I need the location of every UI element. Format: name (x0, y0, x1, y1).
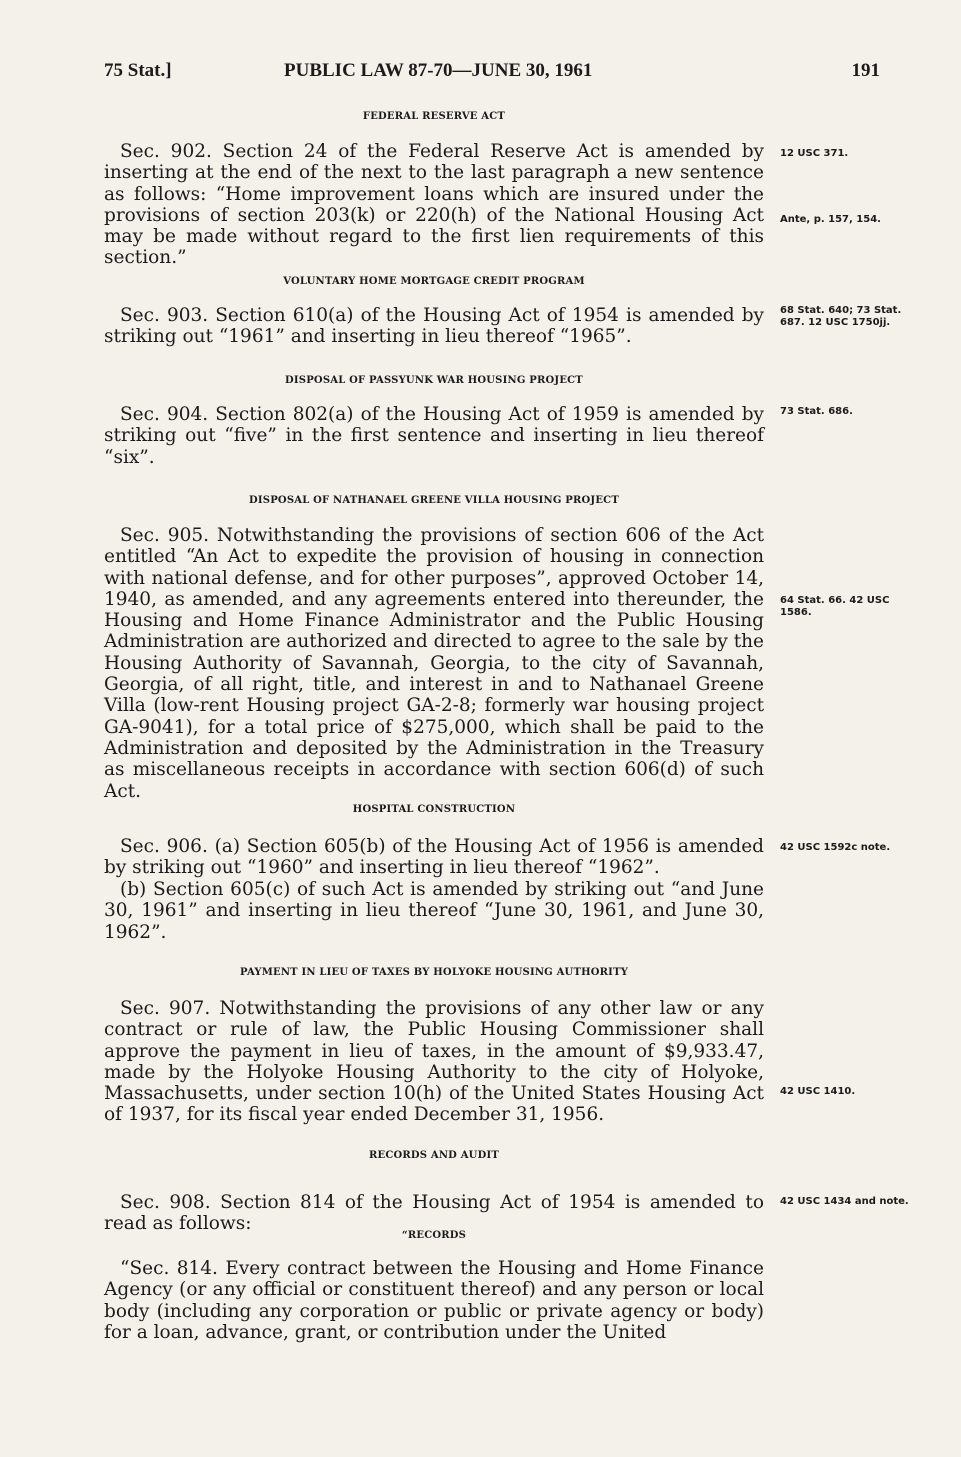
margin-note-904: 73 Stat. 686. (780, 406, 853, 417)
law-title: PUBLIC LAW 87-70—JUNE 30, 1961 (284, 60, 593, 81)
section-903: Sec. 903. Section 610(a) of the Housing Act of 1954 is amended by striking out “1961” and inserting in lieu thereof “1965”. (104, 305, 764, 348)
margin-note-902b: Ante, p. 157, 154. (780, 214, 881, 225)
margin-note-903: 68 Stat. 640; 73 Stat. 687. 12 USC 1750jj. (780, 305, 902, 328)
margin-note-902a: 12 USC 371. (780, 148, 849, 159)
section-902: Sec. 902. Section 24 of the Federal Reserve Act is amended by inserting at the end of the next to the last paragraph a new sentence as follows: “Home improvement loans which are insured under the provisions of section 203(k) or 220(h) of the National Housing Act may be made without regard to the first lien requirements of this section.” (104, 141, 764, 269)
section-907: Sec. 907. Notwithstanding the provisions of any other law or any contract or rule of law, the Public Housing Commissioner shall approve the payment in lieu of taxes, in the amount of $9,933.47, made by the Holyoke Housing Authority to the city of Holyoke, Massachusetts, under section 10(h) of the United States Housing Act of 1937, for its fiscal year ended December 31, 1956. (104, 998, 764, 1126)
heading-nathanael-greene: DISPOSAL OF NATHANAEL GREENE VILLA HOUSING PROJECT (249, 495, 619, 506)
section-814: “Sec. 814. Every contract between the Housing and Home Finance Agency (or any official or constituent thereof) and any person or local body (including any corporation or public or private agency or body) for a loan, advance, grant, or contribution under the United (104, 1258, 764, 1343)
heading-hospital-construction: HOSPITAL CONSTRUCTION (352, 804, 516, 815)
margin-note-905: 64 Stat. 66. 42 USC 1586. (780, 595, 890, 618)
section-905: Sec. 905. Notwithstanding the provisions of section 606 of the Act entitled “An Act to expedite the provision of housing in connection with national defense, and for other purposes”, approved October 14, 1940, as amended, and any agreements entered into thereunder, the Housing and Home Finance Administrator and the Public Housing Administration are authorized and directed to agree to the sale by the Housing Authority of Savannah, Georgia, to the city of Savannah, Georgia, of all right, title, and interest in and to Nathanael Greene Villa (low-rent Housing project GA-2-8; formerly war housing project GA-9041), for a total price of $275,000, which shall be paid to the Administration and deposited by the Administration in the Treasury as miscellaneous receipts in accordance with section 606(d) of such Act. (104, 525, 764, 802)
heading-records-and-audit: RECORDS AND AUDIT (368, 1150, 499, 1161)
margin-note-906: 42 USC 1592c note. (780, 842, 891, 853)
section-906a: Sec. 906. (a) Section 605(b) of the Housing Act of 1956 is amended by striking out “1960” and inserting in lieu thereof “1962”. (104, 836, 764, 879)
heading-records: “RECORDS (401, 1230, 467, 1241)
statute-volume: 75 Stat.] (104, 60, 172, 81)
section-904: Sec. 904. Section 802(a) of the Housing Act of 1959 is amended by striking out “five” in the first sentence and inserting in lieu thereof “six”. (104, 404, 764, 468)
running-head (104, 60, 880, 86)
page-number: 191 (851, 60, 880, 81)
section-908: Sec. 908. Section 814 of the Housing Act of 1954 is amended to read as follows: (104, 1192, 764, 1235)
heading-holyoke: PAYMENT IN LIEU OF TAXES BY HOLYOKE HOUSING AUTHORITY (239, 967, 629, 978)
margin-note-907: 42 USC 1410. (780, 1086, 856, 1097)
heading-passyunk: DISPOSAL OF PASSYUNK WAR HOUSING PROJECT (285, 375, 583, 386)
heading-voluntary-home-mortgage: VOLUNTARY HOME MORTGAGE CREDIT PROGRAM (283, 276, 585, 287)
heading-federal-reserve-act: FEDERAL RESERVE ACT (362, 111, 506, 122)
section-906b: (b) Section 605(c) of such Act is amended by striking out “and June 30, 1961” and inserting in lieu thereof “June 30, 1961, and June 30, 1962”. (104, 879, 764, 943)
margin-note-908: 42 USC 1434 and note. (780, 1196, 909, 1207)
